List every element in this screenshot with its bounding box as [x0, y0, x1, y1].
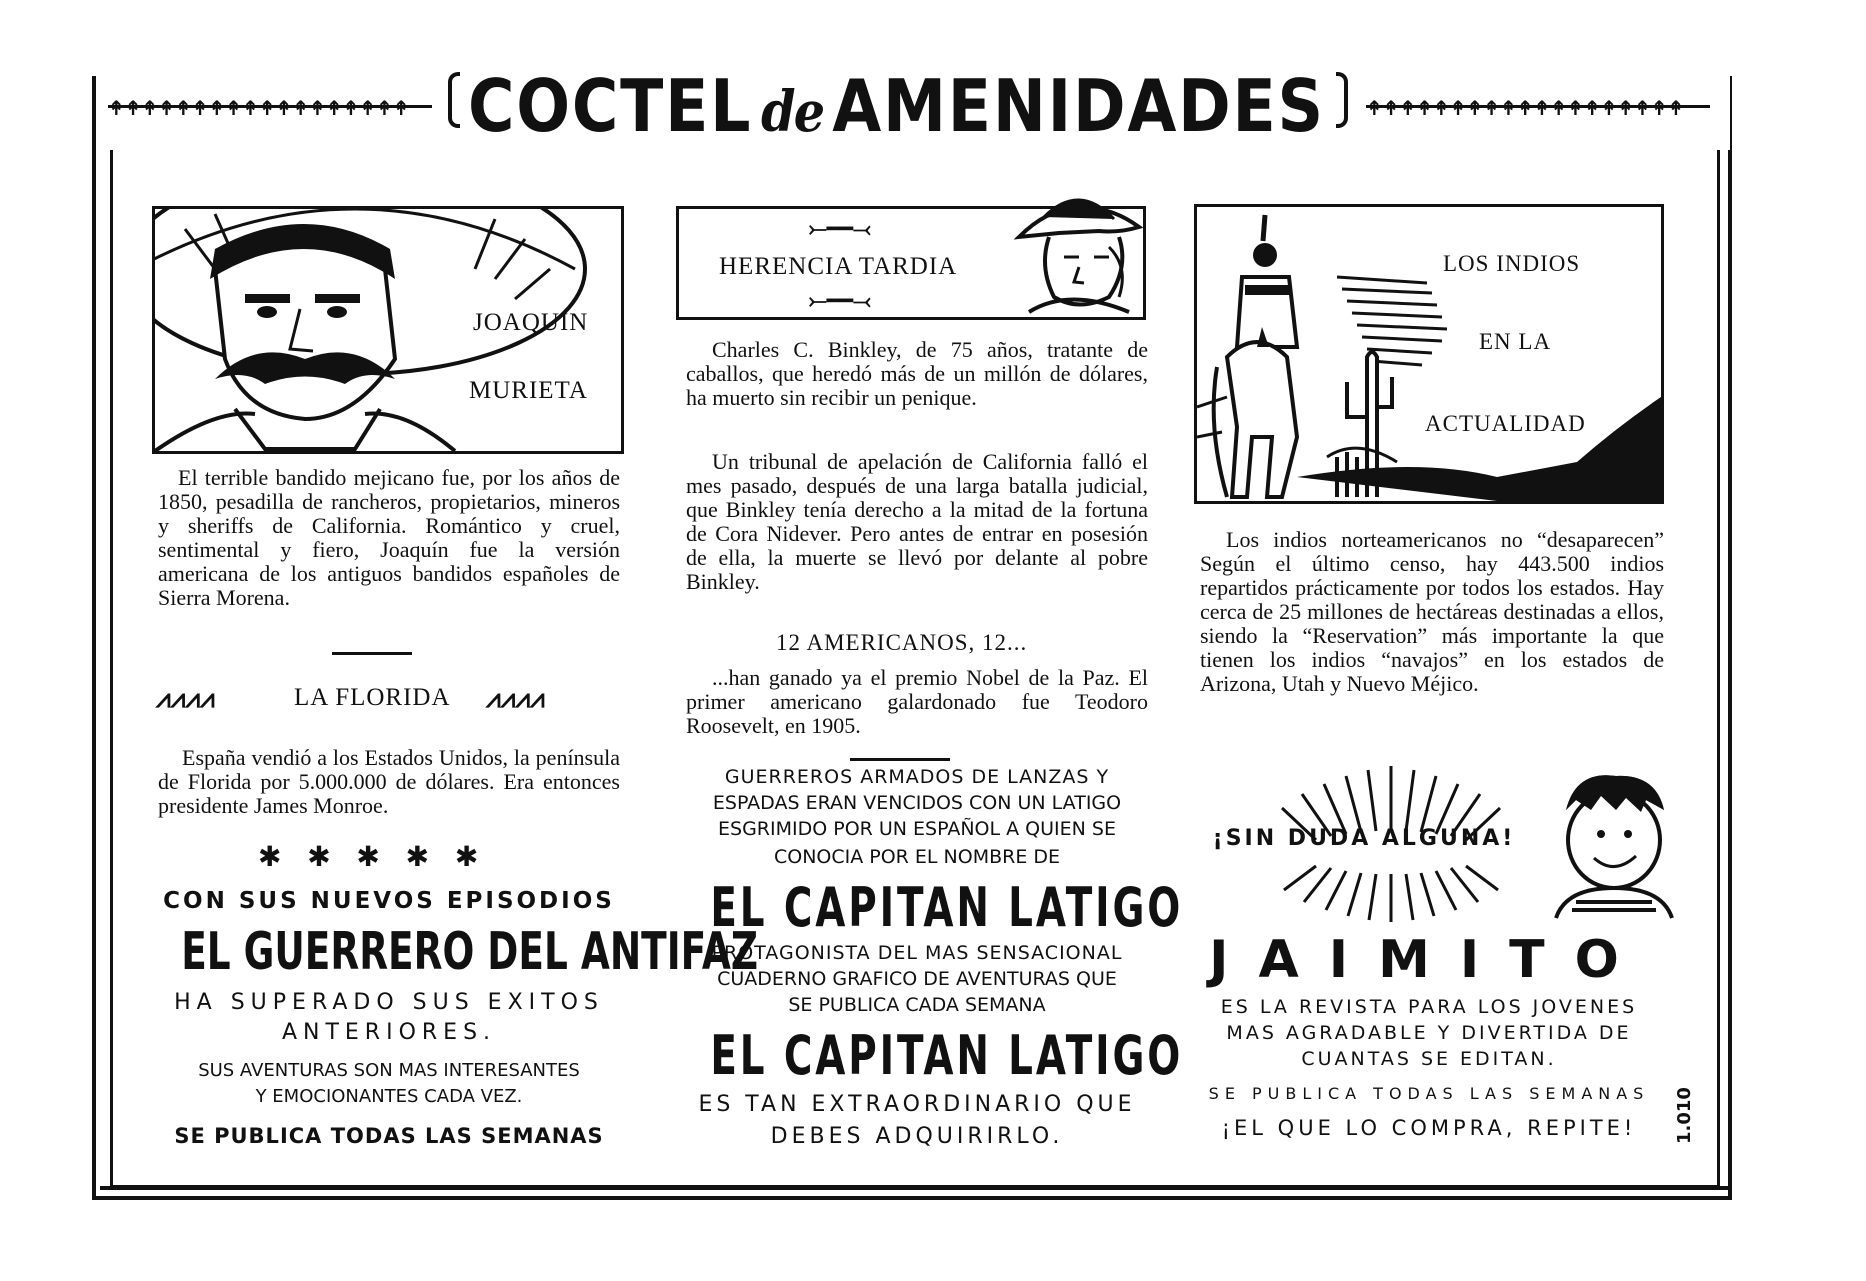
florida-ornament-left-icon: ⩘⩘⩘⩘	[156, 684, 215, 714]
latigo-ad-line-4: CONOCIA POR EL NOMBRE DE	[773, 846, 1061, 868]
indios-label-2: EN LA	[1479, 329, 1552, 354]
indios-label-3: ACTUALIDAD	[1425, 411, 1586, 436]
jaimito-ad-line-1: ES LA REVISTA PARA LOS JOVENES	[1220, 996, 1638, 1018]
header-bracket-left	[448, 72, 460, 128]
page-code: 1.010	[1674, 1087, 1695, 1144]
jaimito-exclaim: ¡SIN DUDA ALGUNA!	[1212, 826, 1516, 851]
page-title	[468, 64, 1325, 148]
jaimito-boy-icon	[1546, 770, 1676, 920]
title-part-1: COCTEL	[468, 64, 753, 148]
herencia-paragraph-1: Charles C. Binkley, de 75 años, tratante de caballos, que heredó más de un millón de dólares, ha muerto sin recibir un penique.	[686, 337, 1148, 410]
americanos-title: 12 AMERICANOS, 12...	[776, 630, 1028, 655]
latigo-ad-line-5: PROTAGONISTA DEL MAS SENSACIONAL	[711, 942, 1123, 964]
murieta-illustration	[152, 206, 624, 454]
jaimito-ad-line-5: ¡EL QUE LO COMPRA, REPITE!	[1221, 1116, 1637, 1140]
guerrero-ad-title: EL GUERRERO DEL ANTIFAZ	[181, 922, 759, 982]
murieta-separator	[332, 652, 412, 655]
title-part-2: AMENIDADES	[832, 64, 1325, 148]
murieta-label-1: JOAQUIN	[473, 309, 589, 336]
herencia-title-box	[676, 206, 1146, 320]
guerrero-ad-line-6: SE PUBLICA TODAS LAS SEMANAS	[174, 1124, 604, 1148]
guerrero-ad-line-4: SUS AVENTURAS SON MAS INTERESANTES	[198, 1060, 580, 1081]
latigo-ad-line-8: ES TAN EXTRAORDINARIO QUE	[698, 1092, 1136, 1117]
murieta-text: El terrible bandido mejicano fue, por los años de 1850, pesadilla de rancheros, propietarios, mineros y sheriffs de California. Romántico y cruel, sentimental y fiero, Joaquín fue la versión americana de los antiguos bandidos españoles de Sierra Morena.	[158, 465, 620, 610]
guerrero-ad-line-1: CON SUS NUEVOS EPISODIOS	[163, 888, 615, 914]
herencia-ornament-bottom-icon: ⤚━━⤙	[809, 289, 871, 314]
stars-divider-icon: ✱ ✱ ✱ ✱ ✱	[258, 840, 487, 873]
latigo-ad-line-9: DEBES ADQUIRIRLO.	[770, 1124, 1064, 1149]
jaimito-ad-line-2: MAS AGRADABLE Y DIVERTIDA DE	[1226, 1022, 1632, 1044]
guerrero-ad-line-2: HA SUPERADO SUS EXITOS	[174, 990, 604, 1015]
murieta-label-2: MURIETA	[469, 377, 588, 404]
florida-ornament-right-icon: ⩘⩘⩘⩘	[486, 684, 545, 714]
header-bracket-right	[1336, 72, 1348, 128]
latigo-ad-line-7: SE PUBLICA CADA SEMANA	[788, 994, 1046, 1016]
indios-label-1: LOS INDIOS	[1443, 251, 1581, 276]
herencia-paragraph-2: Un tribunal de apelación de California falló el mes pasado, después de una larga batalla judicial, que Binkley tenía derecho a la mitad de la fortuna de Cora Nidever. Pero antes de entrar en posesión de ella, la muerte se llevó por delante al pobre Binkley.	[686, 449, 1148, 594]
americanos-separator	[850, 758, 950, 761]
guerrero-ad-line-5: Y EMOCIONANTES CADA VEZ.	[255, 1086, 523, 1107]
latigo-ad-title-1: EL CAPITAN LATIGO	[710, 876, 1184, 939]
florida-title: LA FLORIDA	[294, 684, 451, 711]
jaimito-ad-line-3: CUANTAS SE EDITAN.	[1301, 1048, 1557, 1070]
latigo-ad-line-2: ESPADAS ERAN VENCIDOS CON UN LATIGO	[712, 792, 1122, 814]
herencia-ornament-top-icon: ⤚━━⤙	[809, 217, 871, 242]
latigo-ad-title-2: EL CAPITAN LATIGO	[710, 1024, 1184, 1087]
latigo-ad-line-1: GUERREROS ARMADOS DE LANZAS Y	[724, 766, 1110, 788]
jaimito-ad-line-4: SE PUBLICA TODAS LAS SEMANAS	[1208, 1084, 1650, 1103]
header-deco-left: ↟↟↟↟↟↟↟↟↟↟↟↟↟↟↟↟↟↟	[108, 96, 432, 116]
bottom-rule	[100, 1186, 1728, 1190]
jaimito-title: JAIMITO	[1209, 930, 1649, 990]
header-deco-right: ↟↟↟↟↟↟↟↟↟↟↟↟↟↟↟↟↟↟↟	[1366, 96, 1710, 116]
herencia-cowboy-icon	[1009, 187, 1149, 317]
indian-rider-icon	[1197, 207, 1661, 501]
latigo-ad-line-3: ESGRIMIDO POR UN ESPAÑOL A QUIEN SE	[718, 818, 1116, 840]
guerrero-ad-line-3: ANTERIORES.	[281, 1020, 497, 1045]
indios-text: Los indios norteamericanos no “desaparecen” Según el último censo, hay 443.500 indios repartidos prácticamente por todos los estados. Hay cerca de 25 millones de hectáreas destinadas a ellos, siendo la “Reservation” más importante la que tienen los indios “navajos” en los estados de Arizona, Utah y Nuevo Méjico.	[1200, 527, 1664, 696]
florida-text: España vendió a los Estados Unidos, la península de Florida por 5.000.000 de dólares. Era entonces presidente James Monroe.	[158, 745, 620, 818]
title-de: de	[761, 79, 824, 145]
latigo-ad-line-6: CUADERNO GRAFICO DE AVENTURAS QUE	[717, 968, 1117, 990]
americanos-text: ...han ganado ya el premio Nobel de la Paz. El primer americano galardonado fue Teodoro Roosevelt, en 1905.	[686, 665, 1148, 738]
indios-illustration	[1194, 204, 1664, 504]
herencia-label: HERENCIA TARDIA	[719, 253, 958, 280]
